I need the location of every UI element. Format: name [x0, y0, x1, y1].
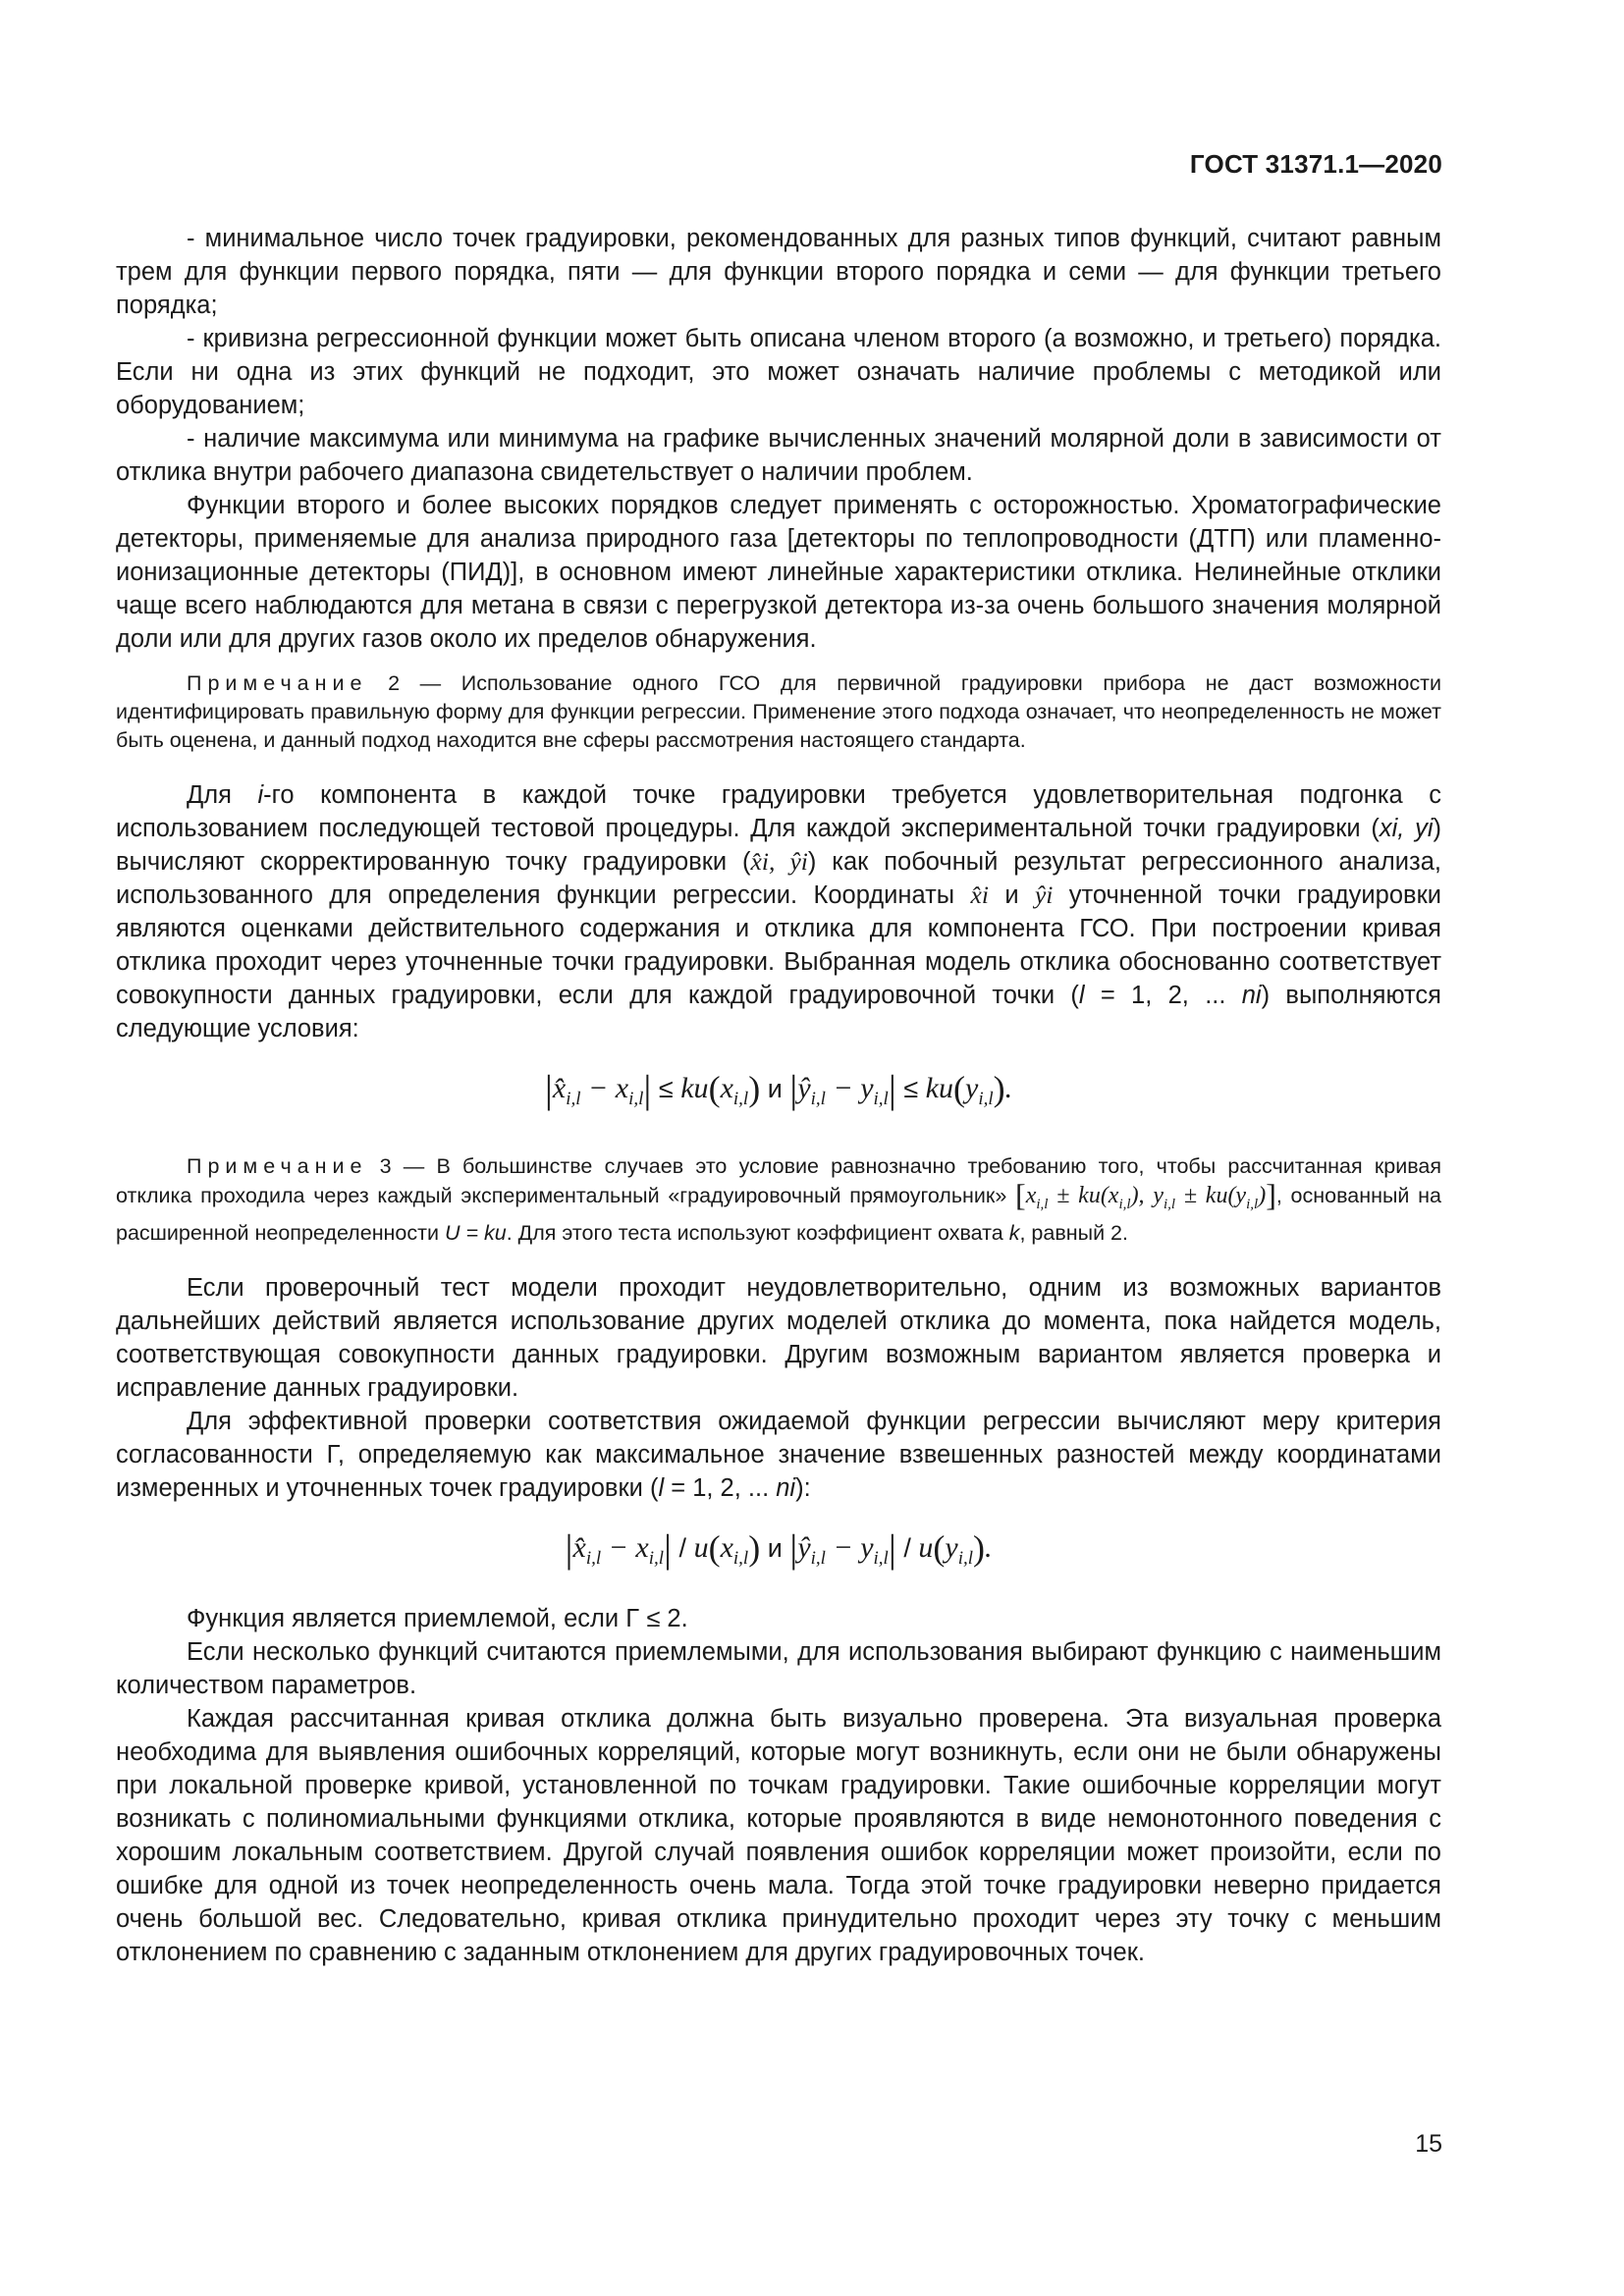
document-code: ГОСТ 31371.1—2020 — [1189, 149, 1442, 179]
note-2-text: 2 — Использование одного ГСО для первичной градуировки прибора не даст возможности идентифицировать правильную форму для функции регрессии. Применение этого подхода означает, что неопределенность не может быть оценена, и данный подход находится вне сферы рассмотрения настоящего стандарта. — [116, 671, 1441, 752]
note-3-label: Примечание — [187, 1154, 368, 1178]
paragraph-curvature: - кривизна регрессионной функции может быть описана членом второго (а возможно, и третьего) порядка. Если ни одна из этих функций не подходит, это может означать наличие проблемы с методикой или оборудованием; — [116, 325, 1441, 419]
symbol-ni: ni — [1241, 982, 1262, 1009]
note-2-label: Примечание — [187, 671, 368, 695]
paragraph-min-points: - минимальное число точек градуировки, рекомендованных для разных типов функций, считают равным трем для функции первого порядка, пяти — для функции второго порядка и семи — для функции третьего порядка; — [116, 225, 1441, 319]
note-2 — [116, 669, 1441, 755]
symbol-i: i — [257, 781, 264, 809]
paragraph-visual-check: Каждая рассчитанная кривая отклика должна быть визуально проверена. Эта визуальная проверка необходима для выявления ошибочных корреляций, которые могут возникнуть, если они не были обнаружены при локальной проверке кривой, установленной по точкам градуировки. Такие ошибочные корреляции могут возникать с полиномиальными функциями отклика, которые проявляются в виде немонотонного поведения с хорошим локальным соответствием. Другой случай появления ошибок корреляции может произойти, если по ошибке для одной из точек неопределенность очень мала. Тогда этой точке градуировки неверно придается очень большой вес. Следовательно, кривая отклика принудительно проходит через эту точку с меньшим отклонением по сравнению с заданным отклонением для других градуировочных точек. — [116, 1704, 1441, 1966]
paragraph-acceptable: Функция является приемлемой, если Γ ≤ 2. — [187, 1604, 688, 1632]
formula-fit-condition: $|x̂_{i,l} - x_{i,l}| \le ku(x_{i,l})$ и $|ŷ_{i,l} - y_{i,l}| \le ku(y_{i,l})$. — [544, 1067, 1013, 1111]
symbol-k: k — [1008, 1220, 1020, 1245]
note-3: Примечание 3 — В большинстве случаев это условие равнозначно требованию того, чтобы рассчитанная кривая отклика проходила через каждый экспериментальный «градуировочный прямоугольник» [$x_{i,l} \pm ku(x_{i,l})$, $y_{i,l} \pm ku(y_{i,l})$], основанный на расширенной неопределенности U = ku. Для этого теста используют коэффициент охвата k, равный 2. — [116, 1154, 1442, 1245]
symbol-hat-y: ŷi — [1034, 881, 1054, 909]
paragraph-extremum: - наличие максимума или минимума на графике вычисленных значений молярной доли в зависимости от отклика внутри рабочего диапазона свидетельствует о наличии проблем. — [116, 425, 1441, 486]
paragraph-fit-procedure: Для i-го компонента в каждой точке градуировки требуется удовлетворительная подгонка с использованием последующей тестовой процедуры. Для каждой экспериментальной точки градуировки (xi, yi) вычисляют скорректированную точку градуировки (x̂i, ŷi) как побочный результат регрессионного анализа, использованного для определения функции регрессии. Координаты x̂i и ŷi уточненной точки градуировки являются оценками действительного содержания и отклика для компонента ГСО. При построении кривая отклика проходит через уточненные точки градуировки. Выбранная модель отклика обоснованно соответствует совокупности данных градуировки, если для каждой градуировочной точки (l = 1, 2, ... ni) выполняются следующие условия: — [116, 781, 1442, 1042]
symbol-l: l — [1078, 982, 1085, 1009]
paragraph-higher-order: Функции второго и более высоких порядков следует применять с осторожностью. Хроматографические детекторы, применяемые для анализа природного газа [детекторы по теплопроводности (ДТП) или пламенно-ионизационные детекторы (ПИД)], в основном имеют линейные характеристики отклика. Нелинейные отклики чаще всего наблюдаются для метана в связи с перегрузкой детектора из-за очень большого значения молярной доли или для других газов около их пределов обнаружения. — [116, 492, 1441, 653]
document-body — [116, 222, 1441, 1969]
symbol-U-eq: U = ku — [444, 1220, 507, 1245]
paragraph-gamma-criterion: Для эффективной проверки соответствия ожидаемой функции регрессии вычисляют меру критерия согласованности Γ, определяемую как максимальное значение взвешенных разностей между координатами измеренных и уточненных точек градуировки (l = 1, 2, ... ni): — [116, 1407, 1441, 1502]
formula-weighted-differences: $|x̂_{i,l} - x_{i,l}| / u(x_{i,l})$ и $|ŷ_{i,l} - y_{i,l}| / u(y_{i,l})$. — [565, 1525, 993, 1571]
symbol-xy: xi, yi — [1379, 815, 1434, 842]
symbol-hat-xy: x̂i, ŷi — [750, 847, 808, 876]
symbol-hat-x: x̂i — [970, 881, 989, 909]
paragraph-fewest-params: Если несколько функций считаются приемлемыми, для использования выбирают функцию с наименьшим количеством параметров. — [116, 1637, 1441, 1699]
page-number: 15 — [1415, 2130, 1442, 2158]
paragraph-test-fails: Если проверочный тест модели проходит неудовлетворительно, одним из возможных вариантов дальнейших действий является использование других моделей отклика до момента, пока найдется модель, соответствующая совокупности данных градуировки. Другим возможным вариантом является проверка и исправление данных градуировки. — [116, 1273, 1441, 1402]
